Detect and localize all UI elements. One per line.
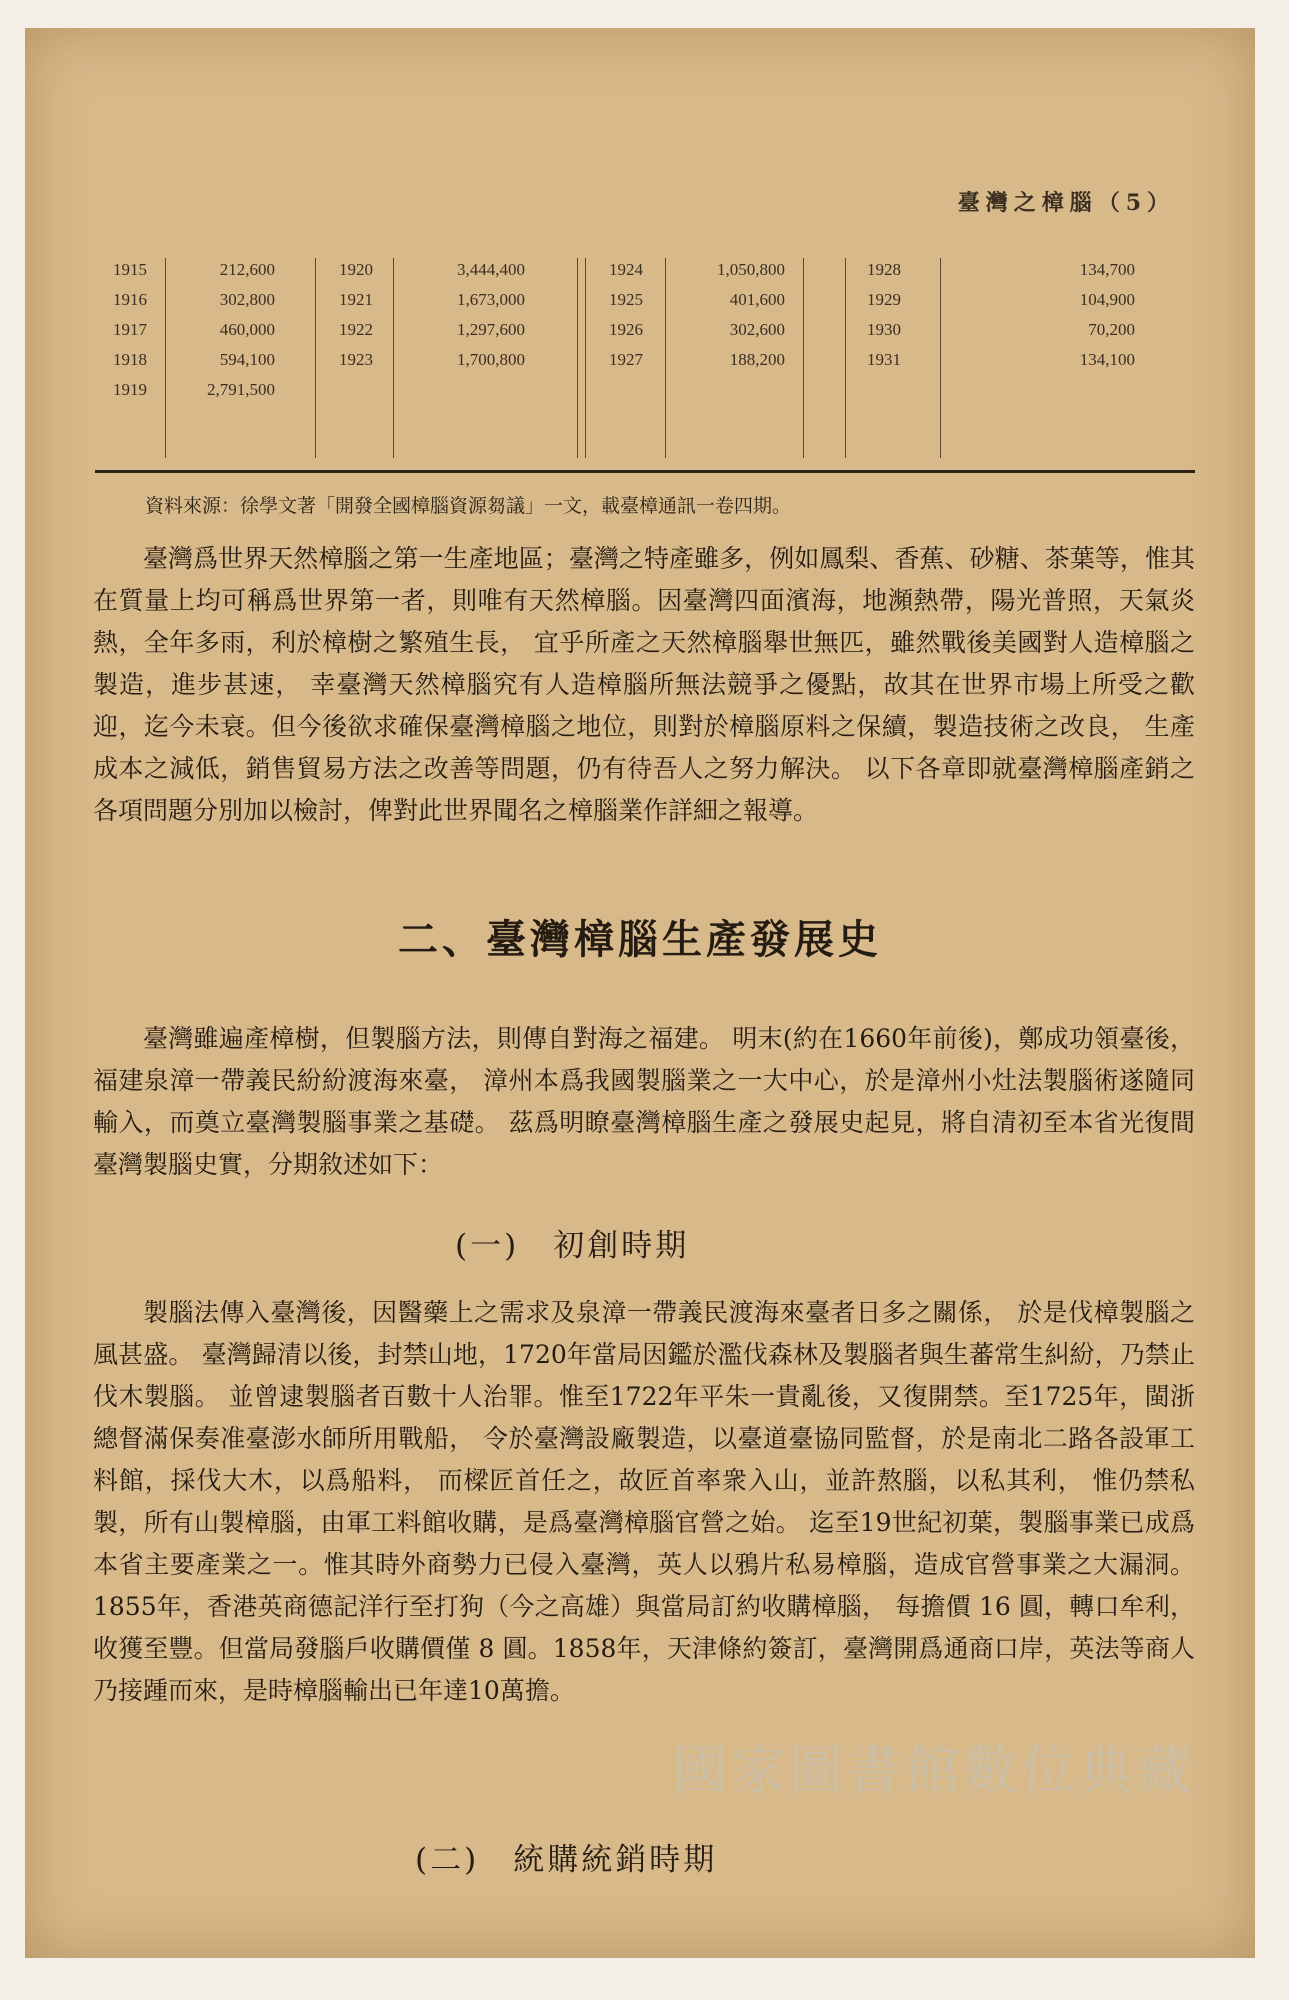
table-cell-value: 134,700 <box>1079 260 1135 279</box>
table-cell-value: 594,100 <box>219 350 275 369</box>
table-cell-value: 104,900 <box>1079 290 1135 309</box>
table-cell-year: 1919 <box>113 380 147 399</box>
table-cell-value: 1,673,000 <box>457 290 525 309</box>
table-cell-year: 1924 <box>609 260 643 279</box>
subsection-paragraph-1: 製腦法傳入臺灣後，因醫藥上之需求及泉漳一帶義民渡海來臺者日多之關係， 於是伐樟製腦之風甚盛。 臺灣歸清以後，封禁山地，1720年當局因鑑於濫伐森林及製腦者與生蕃常生糾紛，乃禁止伐木製腦。 並曾逮製腦者百數十人治罪。惟至1722年平朱一貴亂後，又復開禁。至1725年，閩浙總督滿保奏准臺澎水師所用戰船， 令於臺灣設廠製造，以臺道臺協同監督，於是南北二路各設軍工料館，採伐大木，以爲船料， 而樑匠首任之，故匠首率衆入山，並許熬腦，以私其利， 惟仍禁私製，所有山製樟腦，由軍工料館收購，是爲臺灣樟腦官營之始。 迄至19世紀初葉，製腦事業已成爲本省主要產業之一。惟其時外商勢力已侵入臺灣，英人以鴉片私易樟腦，造成官營事業之大漏洞。1855年，香港英商德記洋行至打狗（今之高雄）與當局訂約收購樟腦， 每擔價 16 圓，轉口牟利，收獲至豐。但當局發腦戶收購價僅 8 圓。1858年，天津條約簽訂，臺灣開爲通商口岸，英法等商人乃接踵而來，是時樟腦輸出已年達10萬擔。 <box>93 1298 1195 1705</box>
section-paragraph: 臺灣雖遍產樟樹，但製腦方法，則傳自對海之福建。 明末(約在1660年前後)，鄭成功領臺後，福建泉漳一帶義民紛紛渡海來臺， 漳州本爲我國製腦業之一大中心，於是漳州小灶法製腦術遂隨同輸入，而奠立臺灣製腦事業之基礎。 茲爲明瞭臺灣樟腦生產之發展史起見，將自清初至本省光復間臺灣製腦史實，分期敘述如下： <box>93 1024 1195 1179</box>
table-source-note: 資料來源：徐學文著「開發全國樟腦資源芻議」一文，載臺樟通訊一卷四期。 <box>145 495 792 517</box>
table-cell-year: 1922 <box>339 320 373 339</box>
section-heading: 二、臺灣樟腦生產發展史 <box>398 916 882 963</box>
table-cell-value: 460,000 <box>219 320 275 339</box>
table-group-4 <box>835 258 1195 468</box>
table-cell-value: 188,200 <box>729 350 785 369</box>
table-cell-year: 1920 <box>339 260 373 279</box>
table-group-1 <box>95 258 295 468</box>
subsection-heading-1: (一) 初創時期 <box>455 1228 690 1264</box>
table-cell-value: 1,050,800 <box>717 260 785 279</box>
table-group-2 <box>315 258 575 468</box>
table-cell-value: 2,791,500 <box>207 380 275 399</box>
table-cell-value: 1,700,800 <box>457 350 525 369</box>
table-cell-year: 1927 <box>609 350 643 369</box>
book-page <box>25 28 1255 1958</box>
table-cell-year: 1928 <box>867 260 901 279</box>
table-cell-value: 302,800 <box>219 290 275 309</box>
library-watermark: 國家圖書館數位典藏 <box>673 1739 1195 1802</box>
table-cell-year: 1925 <box>609 290 643 309</box>
running-header: 臺灣之樟腦（5） <box>957 190 1175 216</box>
table-cell-value: 70,200 <box>1088 320 1135 339</box>
table-cell-value: 134,100 <box>1079 350 1135 369</box>
table-cell-value: 1,297,600 <box>457 320 525 339</box>
table-cell-year: 1923 <box>339 350 373 369</box>
table-cell-year: 1921 <box>339 290 373 309</box>
production-table <box>95 258 1195 473</box>
subsection-heading-2: (二) 統購統銷時期 <box>415 1842 718 1878</box>
table-cell-year: 1916 <box>113 290 147 309</box>
intro-paragraph: 臺灣爲世界天然樟腦之第一生產地區；臺灣之特產雖多，例如鳳梨、香蕉、砂糖、茶葉等，惟其在質量上均可稱爲世界第一者，則唯有天然樟腦。因臺灣四面濱海，地瀕熱帶，陽光普照，天氣炎熱，全年多雨，利於樟樹之繁殖生長， 宜乎所產之天然樟腦舉世無匹，雖然戰後美國對人造樟腦之製造，進步甚速， 幸臺灣天然樟腦究有人造樟腦所無法競爭之優點，故其在世界市場上所受之歡迎，迄今未衰。但今後欲求確保臺灣樟腦之地位，則對於樟腦原料之保續，製造技術之改良， 生產成本之減低，銷售貿易方法之改善等問題，仍有待吾人之努力解決。 以下各章即就臺灣樟腦產銷之各項問題分別加以檢討，俾對此世界聞名之樟腦業作詳細之報導。 <box>93 544 1195 825</box>
table-cell-year: 1926 <box>609 320 643 339</box>
table-cell-value: 3,444,400 <box>457 260 525 279</box>
table-cell-year: 1931 <box>867 350 901 369</box>
table-cell-year: 1915 <box>113 260 147 279</box>
table-cell-year: 1929 <box>867 290 901 309</box>
table-cell-year: 1918 <box>113 350 147 369</box>
table-cell-year: 1917 <box>113 320 147 339</box>
table-cell-value: 212,600 <box>219 260 275 279</box>
table-cell-year: 1930 <box>867 320 901 339</box>
table-cell-value: 302,600 <box>729 320 785 339</box>
table-cell-value: 401,600 <box>729 290 785 309</box>
